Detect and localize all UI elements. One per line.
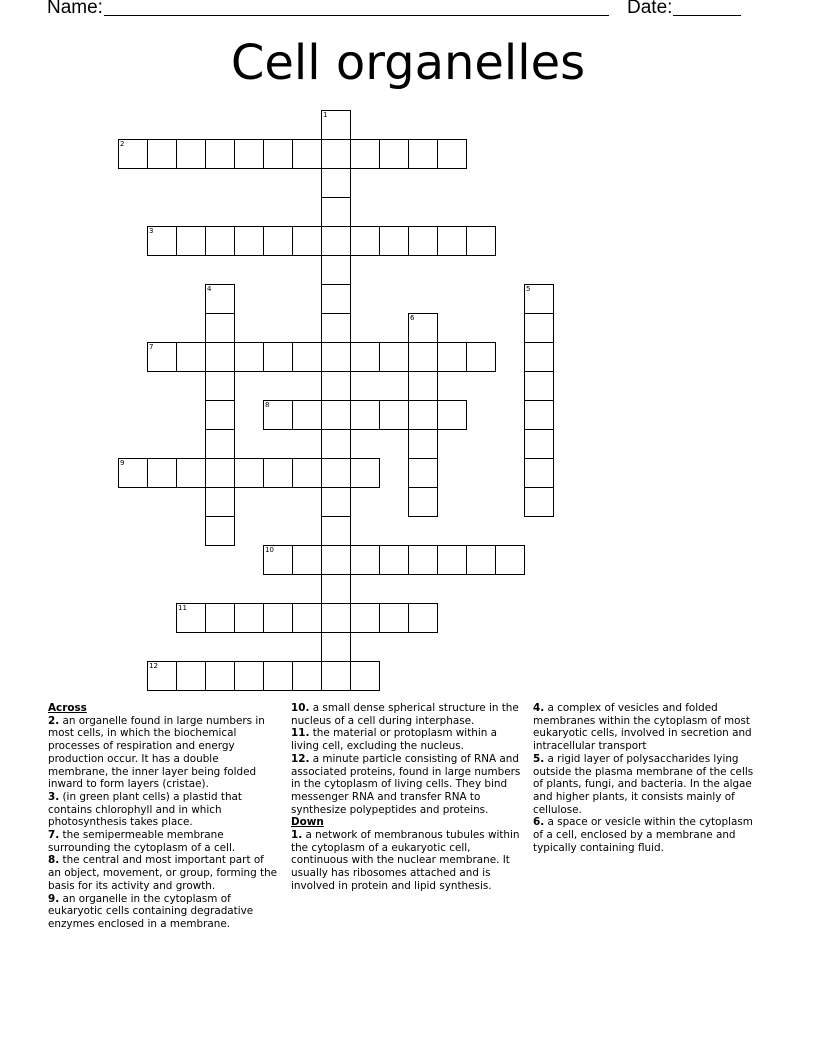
crossword-cell[interactable] [408,400,438,430]
crossword-cell[interactable] [176,458,206,488]
crossword-cell[interactable] [437,139,467,169]
crossword-cell[interactable] [205,313,235,343]
cell-number: 11 [178,604,187,612]
crossword-cell[interactable] [321,661,351,691]
clue-across-2: 2. an organelle found in large numbers in most cells, in which the biochemical processes of respiration and energy production occur. It has a double membrane, the inner layer being folded inward to form layers (cristae). [48,714,265,791]
clue-across-3: 3. (in green plant cells) a plastid that contains chlorophyll and in which photosynthesis takes place. [48,790,242,829]
crossword-cell[interactable] [350,545,380,575]
crossword-cell[interactable] [524,342,554,372]
crossword-cell[interactable] [321,226,351,256]
crossword-cell[interactable] [466,342,496,372]
crossword-cell[interactable] [437,545,467,575]
crossword-cell[interactable] [205,284,235,314]
date-label: Date: [627,0,673,18]
crossword-cell[interactable] [408,313,438,343]
crossword-cell[interactable] [147,342,177,372]
crossword-cell[interactable] [408,429,438,459]
crossword-cell[interactable] [321,197,351,227]
clue-down-6: 6. a space or vesicle within the cytoplasm of a cell, enclosed by a membrane and typically containing fluid. [533,816,753,854]
cell-number: 3 [149,227,154,235]
crossword-cell[interactable] [205,139,235,169]
cell-number: 9 [120,459,125,467]
crossword-cell[interactable] [524,284,554,314]
crossword-cell[interactable] [408,458,438,488]
crossword-cell[interactable] [205,371,235,401]
crossword-cell[interactable] [205,603,235,633]
crossword-cell[interactable] [263,458,293,488]
crossword-cell[interactable] [205,458,235,488]
crossword-cell[interactable] [205,516,235,546]
cell-number: 6 [410,314,415,322]
crossword-cell[interactable] [147,139,177,169]
crossword-cell[interactable] [524,313,554,343]
crossword-cell[interactable] [379,139,409,169]
crossword-cell[interactable] [292,458,322,488]
crossword-cell[interactable] [292,603,322,633]
clue-across-12: 12. a minute particle consisting of RNA and associated proteins, found in large numbers in the cytoplasm of living cells. They bind messenger RNA and transfer RNA to synthesize polypeptides and proteins. [291,752,521,816]
crossword-cell[interactable] [234,139,264,169]
clue-down-4: 4. a complex of vesicles and folded membranes within the cytoplasm of most eukaryotic cells, involved in secretion and intracellular transport [533,702,752,753]
crossword-cell[interactable] [408,545,438,575]
crossword-cell[interactable] [524,371,554,401]
crossword-cell[interactable] [379,545,409,575]
clue-across-7: 7. the semipermeable membrane surrounding the cytoplasm of a cell. [48,829,236,854]
crossword-cell[interactable] [321,342,351,372]
crossword-cell[interactable] [292,342,322,372]
crossword-cell[interactable] [263,226,293,256]
crossword-cell[interactable] [379,226,409,256]
crossword-cell[interactable] [524,429,554,459]
cell-number: 8 [265,401,270,409]
crossword-cell[interactable] [321,603,351,633]
clue-column-3 [533,702,765,854]
crossword-cell[interactable] [234,661,264,691]
crossword-cell[interactable] [234,226,264,256]
crossword-cell[interactable] [350,661,380,691]
crossword-cell[interactable] [263,603,293,633]
cell-number: 1 [323,111,328,119]
cell-number: 10 [265,546,274,554]
clue-across-9: 9. an organelle in the cytoplasm of eukaryotic cells containing degradative enzymes enclosed in a membrane. [48,892,254,930]
crossword-cell[interactable] [234,603,264,633]
crossword-cell[interactable] [321,516,351,546]
crossword-cell[interactable] [147,458,177,488]
crossword-cell[interactable] [321,487,351,517]
crossword-cell[interactable] [263,400,293,430]
crossword-cell[interactable] [321,110,351,140]
name-label: Name: [47,0,103,18]
crossword-cell[interactable] [205,661,235,691]
crossword-cell[interactable] [524,400,554,430]
crossword-cell[interactable] [437,400,467,430]
page-title: Cell organelles [230,35,586,91]
crossword-cell[interactable] [408,487,438,517]
crossword-cell[interactable] [408,603,438,633]
crossword-cell[interactable] [205,342,235,372]
crossword-cell[interactable] [321,371,351,401]
crossword-cell[interactable] [176,226,206,256]
clue-across-11: 11. the material or protoplasm within a living cell, excluding the nucleus. [291,727,497,753]
crossword-cell[interactable] [321,545,351,575]
crossword-cell[interactable] [176,139,206,169]
cell-number: 7 [149,343,154,351]
crossword-cell[interactable] [292,545,322,575]
crossword-cell[interactable] [118,458,148,488]
crossword-cell[interactable] [234,458,264,488]
crossword-cell[interactable] [234,342,264,372]
crossword-cell[interactable] [321,574,351,604]
crossword-cell[interactable] [524,458,554,488]
crossword-cell[interactable] [350,400,380,430]
crossword-cell[interactable] [408,226,438,256]
clue-down-1: 1. a network of membranous tubules within the cytoplasm of a eukaryotic cell, continuous with the nuclear membrane. It usually has ribosomes attached and is involved in protein and lipid synthesis. [291,829,520,892]
crossword-cell[interactable] [205,487,235,517]
crossword-cell[interactable] [495,545,525,575]
crossword-cell[interactable] [350,342,380,372]
across-heading: Across [48,702,87,714]
crossword-cell[interactable] [437,342,467,372]
clue-across-8: 8. the central and most important part of an object, movement, or group, forming the basis for its activity and growth. [48,854,278,892]
crossword-cell[interactable] [321,313,351,343]
crossword-cell[interactable] [524,487,554,517]
cell-number: 4 [207,285,212,293]
crossword-cell[interactable] [350,226,380,256]
clue-across-10: 10. a small dense spherical structure in the nucleus of a cell during interphase. [291,702,519,727]
crossword-cell[interactable] [379,400,409,430]
crossword-cell[interactable] [176,342,206,372]
crossword-cell[interactable] [118,139,148,169]
crossword-cell[interactable] [205,429,235,459]
crossword-cell[interactable] [205,226,235,256]
crossword-cell[interactable] [379,603,409,633]
crossword-cell[interactable] [321,168,351,198]
crossword-cell[interactable] [350,458,380,488]
crossword-cell[interactable] [321,458,351,488]
clue-column-2 [291,702,523,893]
crossword-cell[interactable] [350,139,380,169]
crossword-cell[interactable] [292,226,322,256]
crossword-cell[interactable] [147,661,177,691]
crossword-cell[interactable] [321,429,351,459]
down-heading: Down [291,816,324,829]
crossword-cell[interactable] [292,661,322,691]
crossword-cell[interactable] [437,226,467,256]
crossword-cell[interactable] [292,139,322,169]
crossword-cell[interactable] [379,342,409,372]
crossword-cell[interactable] [466,545,496,575]
crossword-cell[interactable] [321,255,351,285]
cell-number: 2 [120,140,125,148]
crossword-cell[interactable] [176,603,206,633]
crossword-cell[interactable] [321,284,351,314]
crossword-cell[interactable] [205,400,235,430]
crossword-cell[interactable] [263,139,293,169]
cell-number: 12 [149,662,158,670]
crossword-cell[interactable] [350,603,380,633]
crossword-cell[interactable] [408,371,438,401]
clue-column-1 [48,702,280,931]
crossword-cell[interactable] [263,661,293,691]
crossword-cell[interactable] [321,400,351,430]
crossword-cell[interactable] [263,545,293,575]
crossword-cell[interactable] [263,342,293,372]
crossword-cell[interactable] [408,342,438,372]
cell-number: 5 [526,285,531,293]
clue-down-5: 5. a rigid layer of polysaccharides lying outside the plasma membrane of the cells of plants, fungi, and bacteria. In the algae and higher plants, it consists mainly of cellulose. [533,752,754,816]
crossword-cell[interactable] [147,226,177,256]
crossword-cell[interactable] [466,226,496,256]
crossword-cell[interactable] [321,632,351,662]
crossword-cell[interactable] [292,400,322,430]
crossword-cell[interactable] [408,139,438,169]
crossword-cell[interactable] [176,661,206,691]
crossword-cell[interactable] [321,139,351,169]
